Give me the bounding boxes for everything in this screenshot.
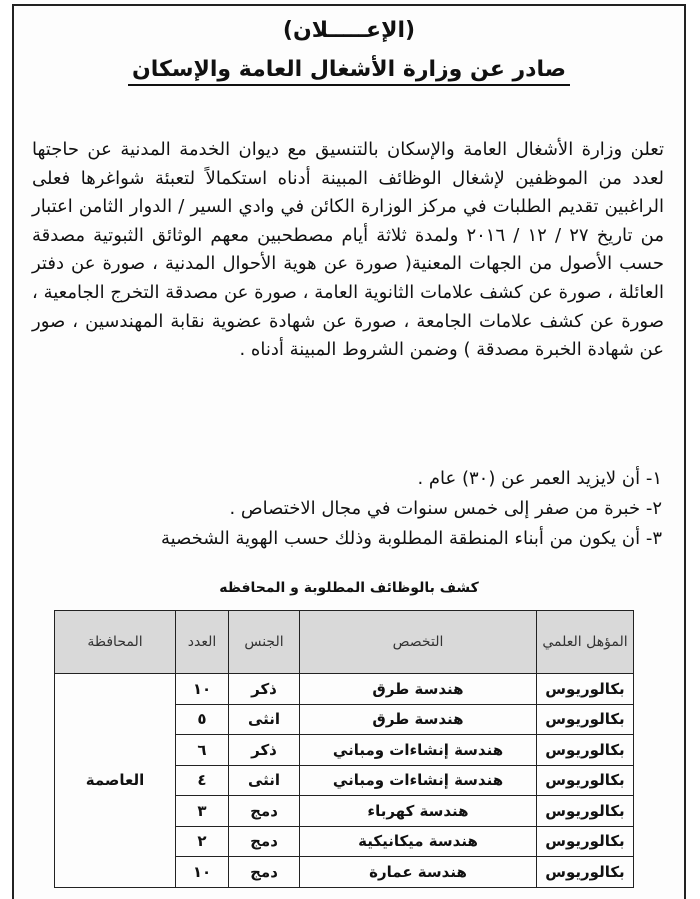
cell-qualification: بكالوريوس xyxy=(537,796,634,827)
cell-qualification: بكالوريوس xyxy=(537,735,634,766)
header-qualification: المؤهل العلمي xyxy=(537,611,634,674)
table-caption: كشف بالوظائف المطلوبة و المحافظه xyxy=(219,580,479,596)
cell-qualification: بكالوريوس xyxy=(537,826,634,857)
condition-item: ١- أن لايزيد العمر عن (٣٠) عام . xyxy=(417,468,662,489)
table-row xyxy=(55,674,634,705)
cell-specialization: هندسة إنشاءات ومباني xyxy=(300,765,537,796)
header-gender: الجنس xyxy=(229,611,300,674)
cell-specialization: هندسة عمارة xyxy=(300,857,537,888)
cell-qualification: بكالوريوس xyxy=(537,674,634,705)
cell-specialization: هندسة إنشاءات ومباني xyxy=(300,735,537,766)
cell-gender: ذكر xyxy=(229,735,300,766)
announcement-body xyxy=(32,136,664,365)
cell-gender: دمج xyxy=(229,796,300,827)
cell-specialization: هندسة ميكانيكية xyxy=(300,826,537,857)
cell-qualification: بكالوريوس xyxy=(537,765,634,796)
cell-gender: ذكر xyxy=(229,674,300,705)
cell-qualification: بكالوريوس xyxy=(537,857,634,888)
cell-gender: انثى xyxy=(229,704,300,735)
cell-count: ١٠ xyxy=(176,857,229,888)
cell-specialization: هندسة طرق xyxy=(300,704,537,735)
cell-count: ٥ xyxy=(176,704,229,735)
jobs-table xyxy=(54,610,634,888)
cell-specialization: هندسة كهرباء xyxy=(300,796,537,827)
cell-count: ١٠ xyxy=(176,674,229,705)
table-header-row xyxy=(55,611,634,674)
cell-governorate: العاصمة xyxy=(55,674,176,888)
cell-specialization: هندسة طرق xyxy=(300,674,537,705)
announcement-subtitle xyxy=(14,56,684,84)
cell-count: ٤ xyxy=(176,765,229,796)
header-specialization: التخصص xyxy=(300,611,537,674)
body-paragraph: تعلن وزارة الأشغال العامة والإسكان بالتنسيق مع ديوان الخدمة المدنية عن حاجتها لعدد من الموظفين لإشغال الوظائف المبينة أدناه استكمالاً لتعبئة شواغرها فعلى الراغبين تقديم الطلبات في مركز الوزارة الكائن في وادي السير / الدوار الثامن اعتبار من تاريخ ٢٧ / ١٢ / ٢٠١٦ ولمدة ثلاثة أيام مصطحبين معهم الوثائق الثبوتية مصدقة حسب الأصول من الجهات المعنية( صورة عن هوية الأحوال المدنية ، صورة عن دفتر العائلة ، صورة عن كشف علامات الثانوية العامة ، صورة عن مصدقة التخرج الجامعية ، صورة عن كشف علامات الجامعة ، صورة عن شهادة عضوية نقابة المهندسين ، صور عن شهادة الخبرة مصدقة ) وضمن الشروط المبينة أدناه . xyxy=(32,139,664,361)
cell-count: ٣ xyxy=(176,796,229,827)
header-count: العدد xyxy=(176,611,229,674)
cell-gender: انثى xyxy=(229,765,300,796)
cell-gender: دمج xyxy=(229,857,300,888)
announcement-title: (الإعـــــلان) xyxy=(282,18,416,43)
cell-qualification: بكالوريوس xyxy=(537,704,634,735)
subtitle-text: صادر عن وزارة الأشغال العامة والإسكان xyxy=(128,57,570,86)
condition-item: ٣- أن يكون من أبناء المنطقة المطلوبة وذلك حسب الهوية الشخصية xyxy=(160,528,662,549)
cell-count: ٦ xyxy=(176,735,229,766)
cell-count: ٢ xyxy=(176,826,229,857)
header-governorate: المحافظة xyxy=(55,611,176,674)
conditions-list xyxy=(32,464,662,554)
cell-gender: دمج xyxy=(229,826,300,857)
announcement-page xyxy=(12,4,686,899)
condition-item: ٢- خبرة من صفر إلى خمس سنوات في مجال الاختصاص . xyxy=(229,498,662,519)
